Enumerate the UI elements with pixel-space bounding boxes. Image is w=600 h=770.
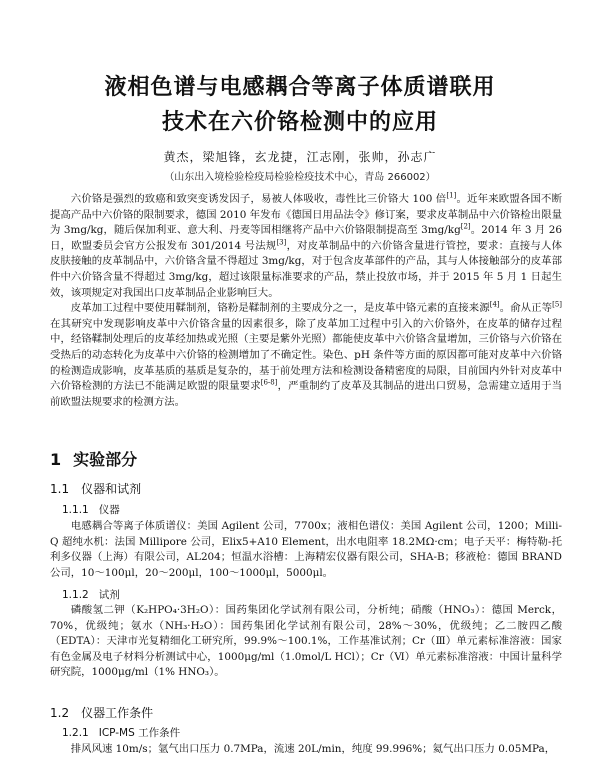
section-1-2-1-heading: 1.2.1 ICP-MS 工作条件	[62, 727, 181, 739]
reagents-text: 磷酸氢二钾（K₂HPO₄·3H₂O）：国药集团化学试剂有限公司，分析纯；硝酸（HNO₃）：德国 Merck，70%，优级纯；氨水（NH₃·H₂O）：国药集团化学试剂有限公司，28%～30%，优级纯；乙二胺四乙酸（EDTA）：天津市光复精细化工研究所，99.9%～100.1%，工作基准试剂；Cr（Ⅲ）单元素标准溶液：国家有色金属及电子材料分析测试中心，1000μg/ml（1.0mol/L HCl）；Cr（Ⅵ）单元素标准溶液：中国计量科学研究院，1000μg/ml（1% HNO₃）。	[50, 604, 562, 679]
paper-title-line-1: 液相色谱与电感耦合等离子体质谱联用	[104, 75, 496, 100]
section-1-1-heading: 1.1 仪器和试剂	[50, 482, 142, 496]
citation-2[interactable]: [2]	[460, 222, 471, 231]
section-1-2-heading: 1.2 仪器工作条件	[50, 706, 154, 720]
icpms-conditions-text: 排风风速 10m/s；氩气出口压力 0.7MPa，流速 20L/min，纯度 99.996%；氦气出口压力 0.05MPa，	[70, 743, 556, 755]
author-list: 黄杰，梁旭锋，玄龙捷，江志刚，张帅，孙志广	[163, 150, 437, 164]
introduction	[50, 192, 562, 410]
citation-5[interactable]: [5]	[552, 300, 563, 309]
intro-paragraph-1: 六价铬是强烈的致癌和致突变诱发因子，易被人体吸收，毒性比三价铬大 100 倍[1]。近年来欧盟各国不断提高产品中六价铬的限制要求，德国 2010 年发布《德国日用品法令》修订案，要求皮革制品中六价铬检出限量为 3mg/kg，随后保加利亚、意大利、丹麦等国相继将产品中六价铬限制提高至 3mg/kg[2]。2014 年 3 月 26 日，欧盟委员会官方公报发布 301/2014 号法规[3]，对皮革制品中的六价铬含量进行管控，要求：直接与人体皮肤接触的皮革制品中，六价铬含量不得超过 3mg/kg，对于包含皮革部件的产品，其与人体接触部分的皮革部件中六价铬含量不得超过 3mg/kg，超过该限量标准要求的产品，禁止投放市场，并于 2015 年 5 月 1 日起生效，该项规定对我国出口皮革制品企业影响巨大。	[50, 191, 563, 299]
citation-1[interactable]: [1]	[446, 191, 457, 200]
citation-6-8[interactable]: [6-8]	[260, 378, 278, 387]
section-1-heading: 1 实验部分	[50, 450, 138, 469]
paper-title-line-2: 技术在六价铬检测中的应用	[161, 110, 438, 135]
citation-4[interactable]: [4]	[489, 300, 500, 309]
instruments-text: 电感耦合等离子体质谱仪：美国 Agilent 公司，7700x；液相色谱仪：美国 Agilent 公司，1200；Milli-Q 超纯水机：法国 Millipore 公司，Elix5+A10 Element，出水电阻率 18.2MΩ·cm；电子天平：梅特勒-托利多仪器（上海）有限公司，AL204；恒温水浴槽：上海精宏仪器有限公司，SHA-B；移液枪：德国 BRAND 公司，10～100μl，20～200μl，100～1000μl，5000μl。	[50, 520, 562, 579]
intro-paragraph-2: 皮革加工过程中要使用鞣制剂，铬粉是鞣制剂的主要成分之一，是皮革中铬元素的直接来源[4]。俞从正等[5]在其研究中发现影响皮革中六价铬含量的因素很多，除了皮革加工过程中引入的六价铬外，在皮革的储存过程中，经铬鞣制处理后的皮革经加热或光照（主要是紫外光照）都能使皮革中六价铬含量增加，三价铬与六价铬在受热后的动态转化为皮革中六价铬的检测增加了不确定性。染色、pH 条件等方面的原因都可能对皮革中六价铬的检测造成影响，皮革基质的基质是复杂的，基于前处理方法和检测设备精密度的局限，目前国内外针对皮革中六价铬检测的方法已不能满足欧盟的限量要求[6-8]，严重制约了皮革及其制品的进出口贸易，急需建立适用于当前欧盟法规要求的检测方法。	[50, 300, 563, 408]
citation-3[interactable]: [3]	[276, 238, 287, 247]
section-1-1-2-heading: 1.1.2 试剂	[62, 589, 120, 601]
affiliation: （山东出入境检验检疫局检验检疫技术中心，青岛 266002）	[164, 172, 436, 183]
section-1-1-1-heading: 1.1.1 仪器	[62, 504, 120, 516]
